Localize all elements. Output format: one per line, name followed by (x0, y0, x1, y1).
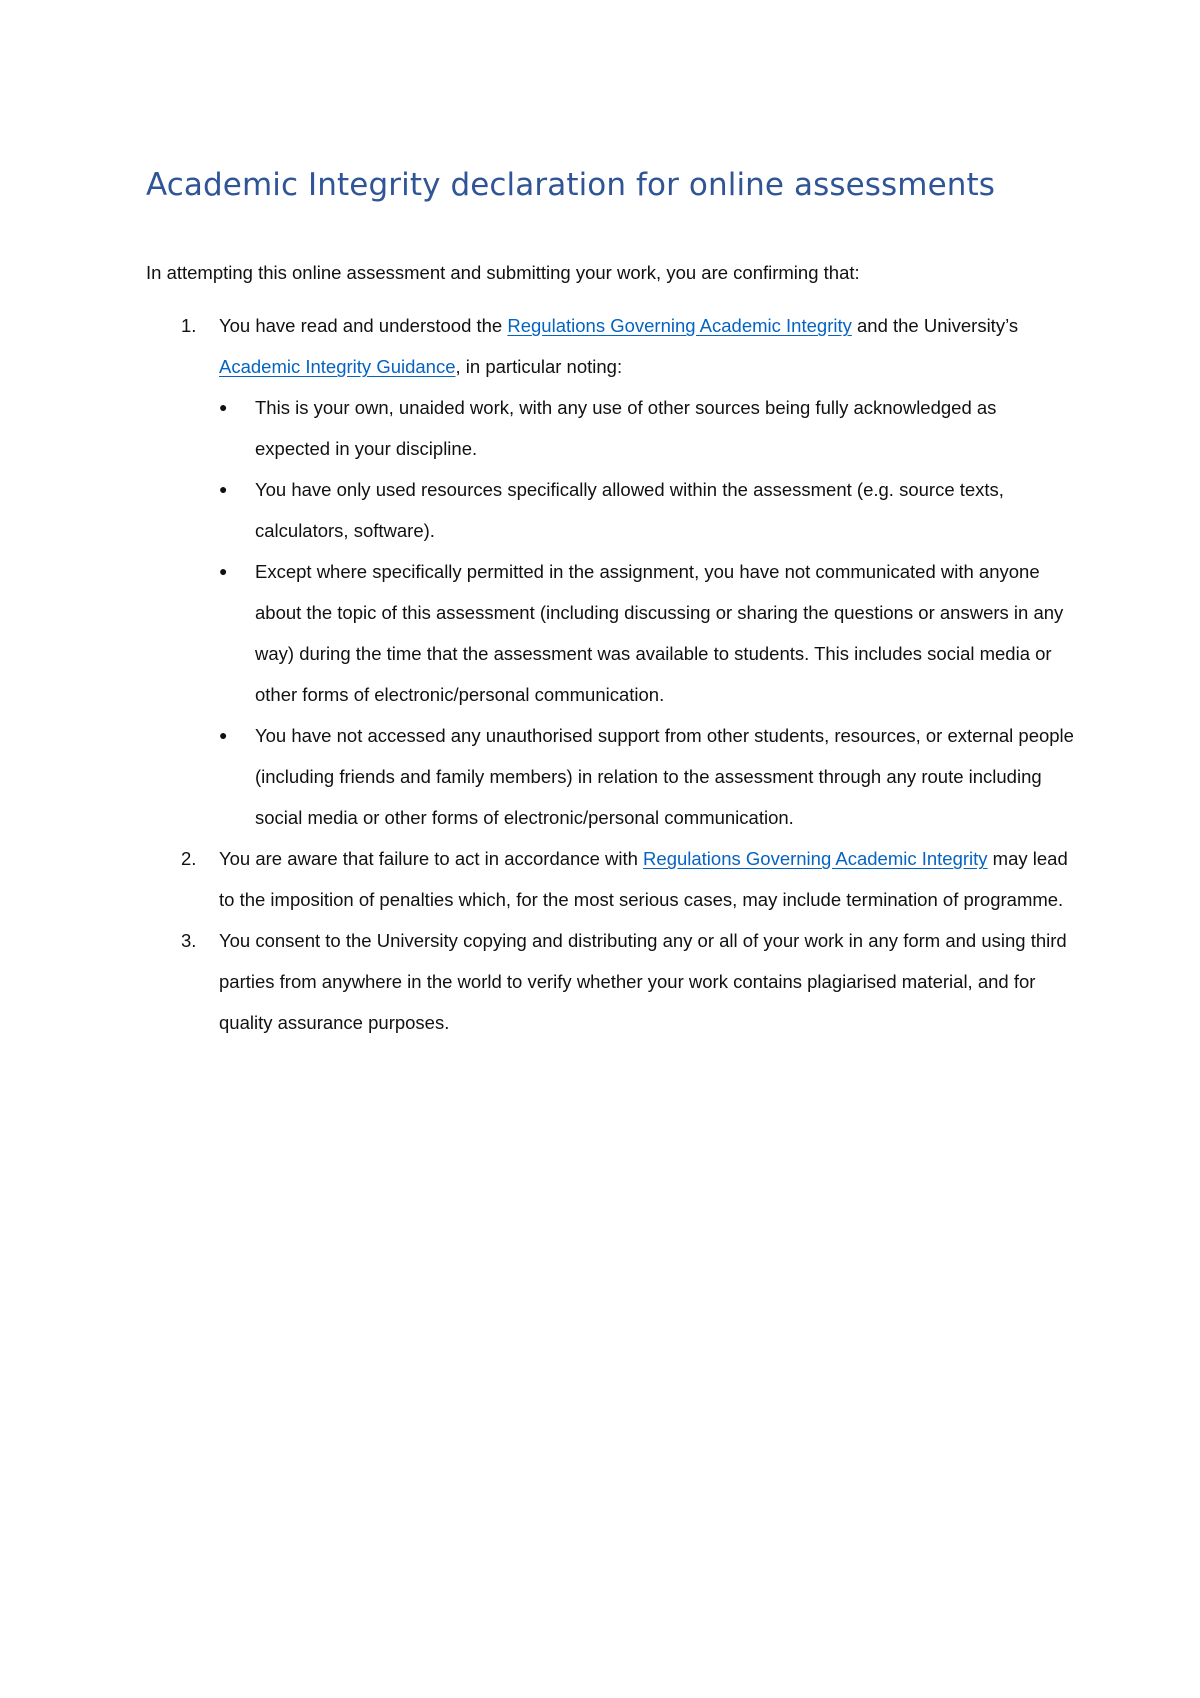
bullet-text: This is your own, unaided work, with any use of other sources being fully acknowledged as expected in your discipline. (255, 397, 997, 459)
bullet-text: Except where specifically permitted in the assignment, you have not communicated with anyone about the topic of this assessment (including discussing or sharing the questions or answers in any way) during the time that the assessment was available to students. This includes social media or other forms of electronic/personal communication. (255, 561, 1064, 705)
bullet-dot: ● (219, 399, 228, 415)
declaration-text (219, 305, 1076, 387)
bullet-dot: ● (219, 563, 228, 579)
text-segment: You have read and understood the (219, 315, 508, 336)
bullet-dot: ● (219, 481, 228, 497)
declaration-item-3 (146, 920, 1076, 1043)
declaration-item-2 (146, 838, 1076, 920)
page-title: Academic Integrity declaration for online assessments (146, 167, 996, 203)
bullet-text: You have only used resources specifically allowed within the assessment (e.g. source texts, calculators, software). (255, 479, 1004, 541)
bullet-item (219, 387, 1076, 469)
bullet-item (219, 715, 1076, 838)
declaration-text (219, 838, 1076, 920)
declaration-item-1 (146, 305, 1076, 838)
text-segment: , in particular noting: (455, 356, 623, 377)
guidance-link[interactable]: Academic Integrity Guidance (219, 356, 456, 377)
bullet-item (219, 551, 1076, 715)
text-segment: and the University’s (851, 315, 1019, 336)
list-number: 1. (181, 315, 197, 336)
list-number: 2. (181, 848, 197, 869)
declaration-text: You consent to the University copying and distributing any or all of your work in any form and using third parties from anywhere in the world to verify whether your work contains plagiarised material, and for quality assurance purposes. (219, 930, 1067, 1033)
intro-paragraph: In attempting this online assessment and submitting your work, you are confirming that: (146, 262, 860, 283)
regulations-link[interactable]: Regulations Governing Academic Integrity (643, 848, 988, 869)
list-number: 3. (181, 930, 197, 951)
text-segment: may lead to the imposition of penalties which, for the most serious cases, may include termination of programme. (219, 848, 1068, 910)
bullet-list (219, 387, 1076, 838)
regulations-link[interactable]: Regulations Governing Academic Integrity (507, 315, 852, 336)
declaration-list (146, 305, 1076, 1043)
text-segment: You are aware that failure to act in accordance with (219, 848, 644, 869)
bullet-dot: ● (219, 727, 228, 743)
bullet-text: You have not accessed any unauthorised support from other students, resources, or external people (including friends and family members) in relation to the assessment through any route including social media or other forms of electronic/personal communication. (255, 725, 1074, 828)
bullet-item (219, 469, 1076, 551)
